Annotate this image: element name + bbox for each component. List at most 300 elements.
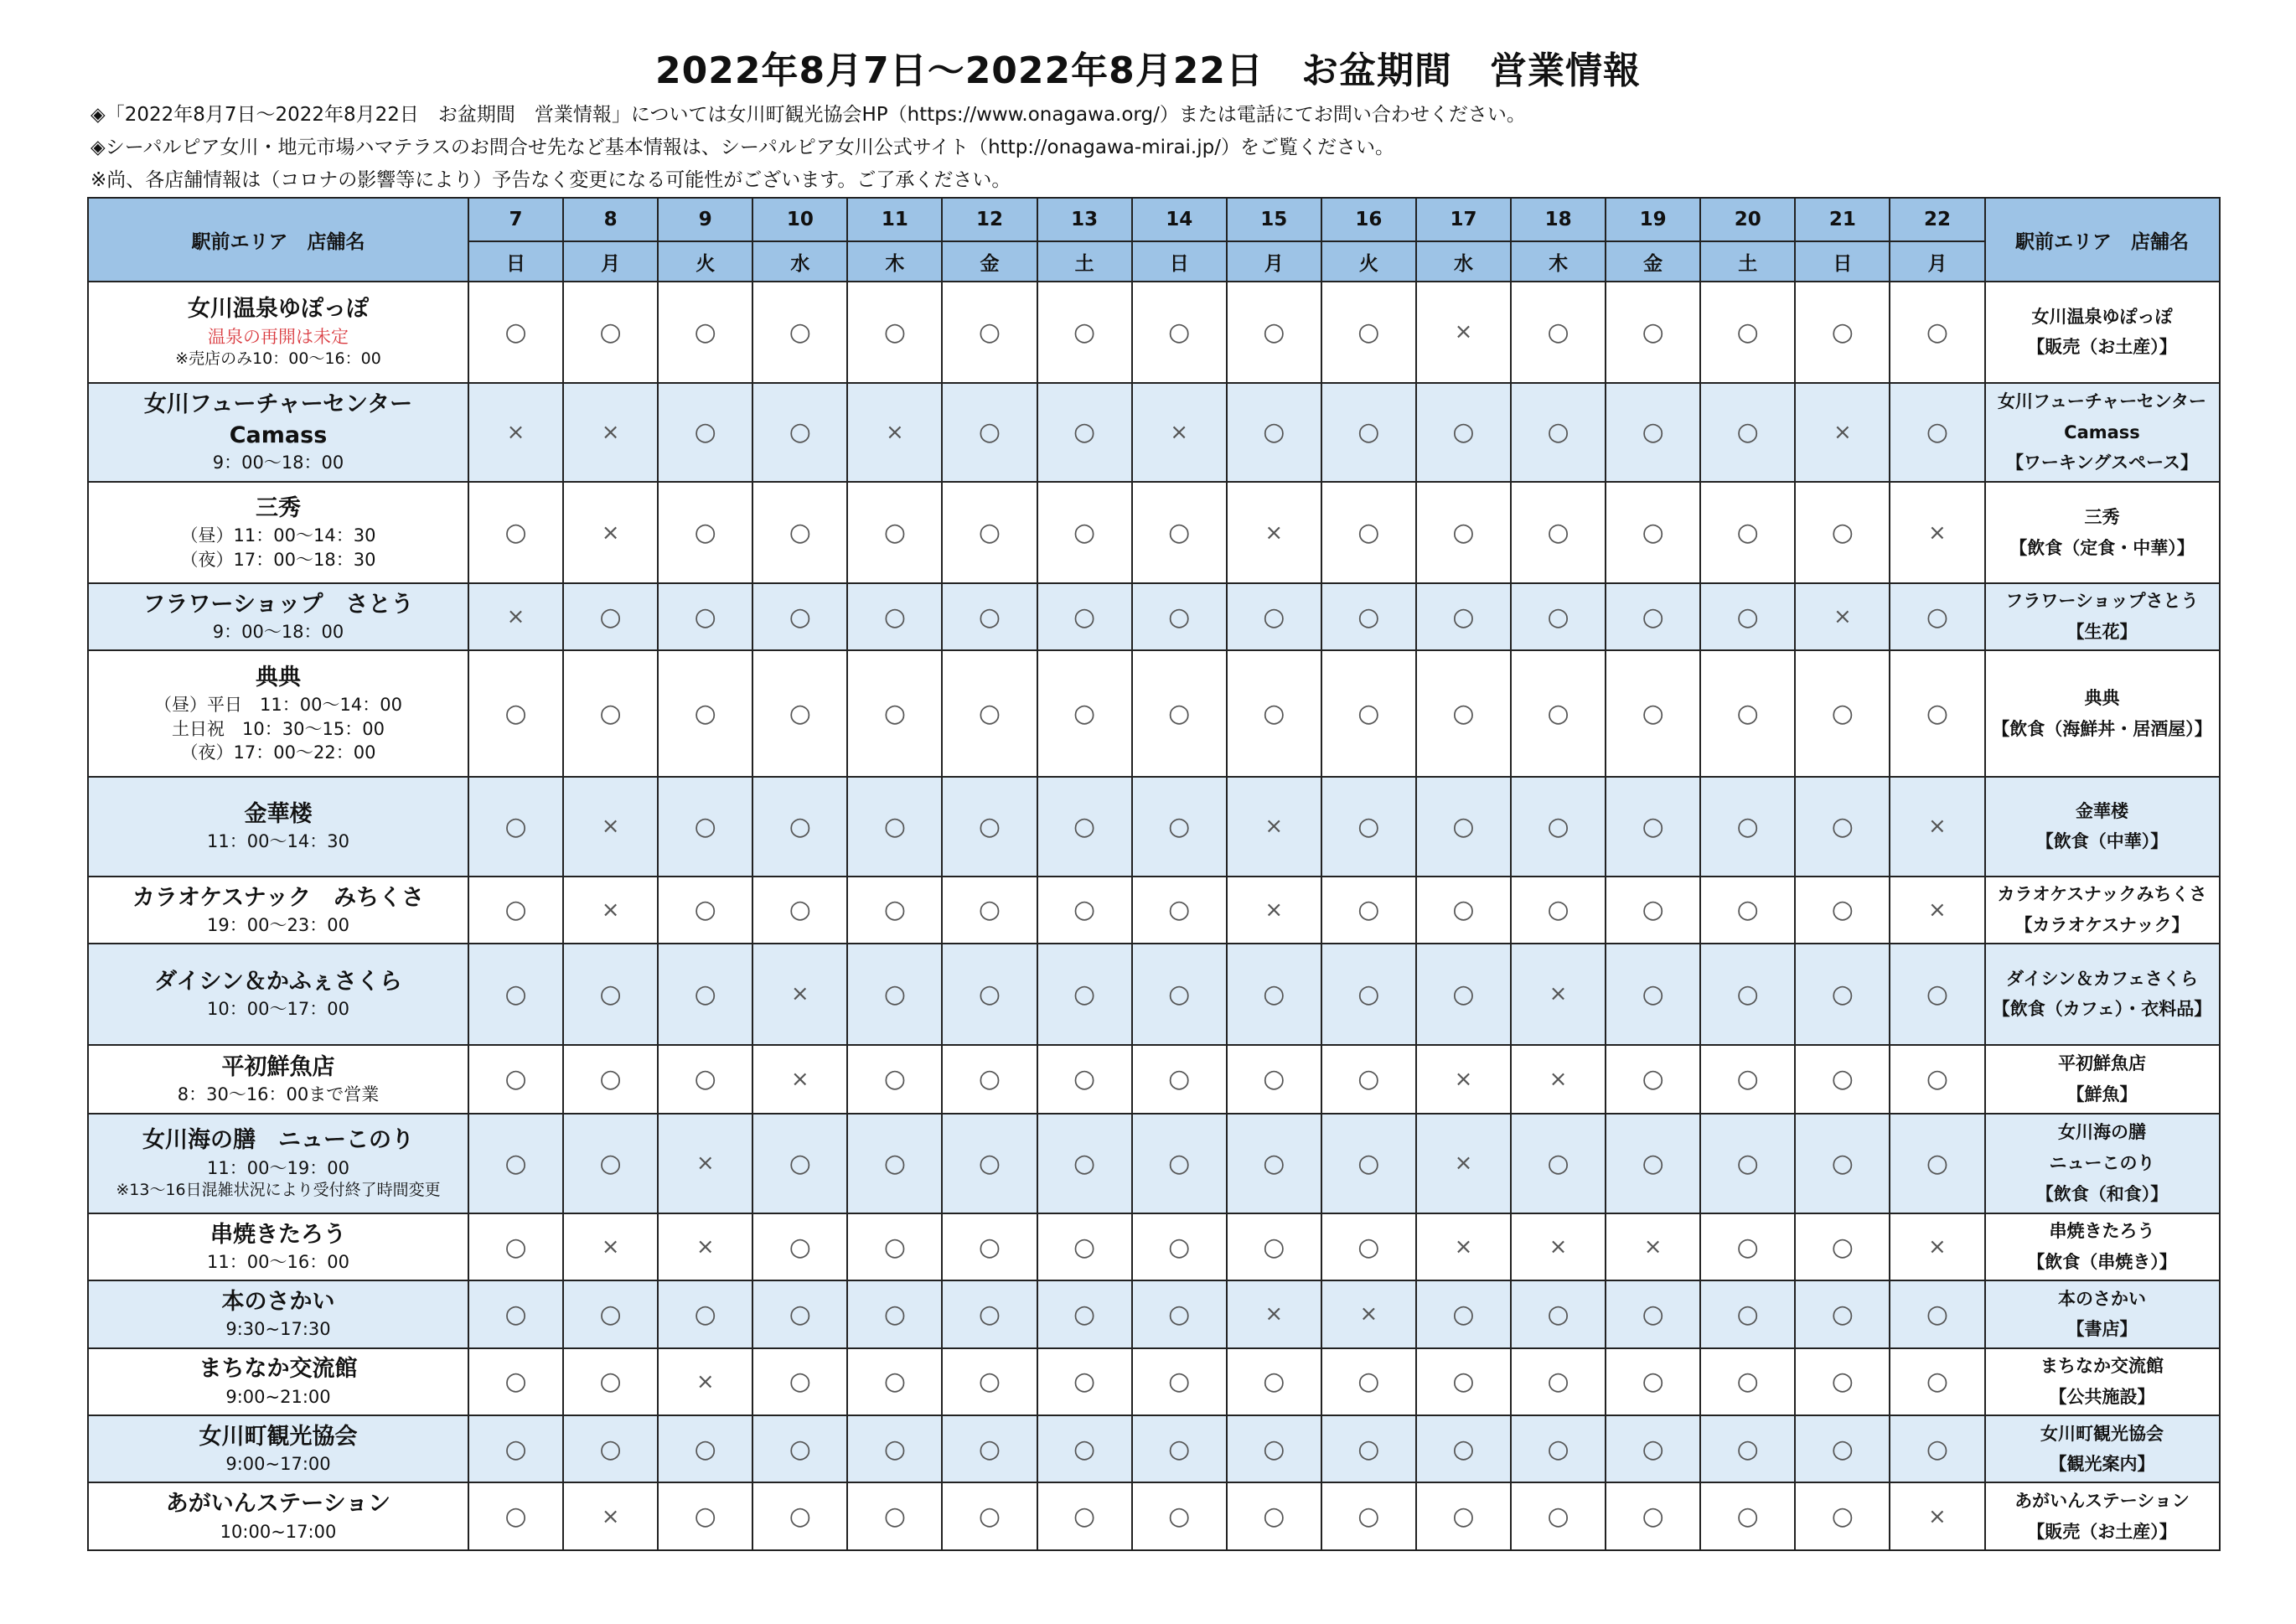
open-mark: ○	[1700, 1415, 1795, 1482]
closed-mark: ×	[1795, 383, 1890, 483]
open-mark: ○	[1511, 383, 1606, 483]
store-info: 土日祝 10：30～15：00	[172, 718, 385, 739]
open-mark: ○	[1321, 1114, 1416, 1213]
open-mark: ○	[1321, 383, 1416, 483]
open-mark: ○	[942, 777, 1037, 877]
store-category-line: 金華楼	[2076, 800, 2128, 821]
closed-mark: ×	[1132, 383, 1227, 483]
table-row	[88, 650, 2220, 777]
closed-mark: ×	[1890, 1213, 1984, 1280]
open-mark: ○	[1132, 482, 1227, 583]
open-mark: ○	[1037, 583, 1132, 650]
store-name: フラワーショップ さとう	[142, 591, 414, 618]
open-mark: ○	[468, 1280, 563, 1347]
open-mark: ○	[1795, 482, 1890, 583]
left-header: 駅前エリア 店舗名	[88, 198, 468, 282]
store-info: 19：00～23：00	[207, 914, 349, 935]
open-mark: ○	[658, 1280, 752, 1347]
table-row	[88, 282, 2220, 383]
weekday-header: 月	[1890, 241, 1984, 282]
open-mark: ○	[942, 383, 1037, 483]
store-info: ※13～16日混雑状況により受付終了時間変更	[116, 1181, 441, 1200]
store-category-line: 【販売（お土産）】	[2027, 1521, 2177, 1542]
closed-mark: ×	[752, 1045, 847, 1114]
store-cell	[88, 282, 468, 383]
weekday-header: 日	[1795, 241, 1890, 282]
open-mark: ○	[1795, 1348, 1890, 1415]
open-mark: ○	[1795, 1415, 1890, 1482]
open-mark: ○	[752, 1280, 847, 1347]
open-mark: ○	[1606, 944, 1700, 1045]
weekday-header: 木	[1511, 241, 1606, 282]
open-mark: ○	[847, 650, 942, 777]
store-category-cell	[1985, 1114, 2220, 1213]
table-row	[88, 1280, 2220, 1347]
open-mark: ○	[1037, 777, 1132, 877]
store-category-line: 【飲食（定食・中華）】	[2009, 537, 2195, 558]
store-name: カラオケスナック みちくさ	[132, 884, 425, 911]
open-mark: ○	[1606, 1482, 1700, 1550]
open-mark: ○	[1890, 1045, 1984, 1114]
closed-mark: ×	[1416, 1045, 1511, 1114]
open-mark: ○	[468, 777, 563, 877]
open-mark: ○	[1132, 877, 1227, 944]
open-mark: ○	[1227, 1415, 1321, 1482]
open-mark: ○	[1416, 1482, 1511, 1550]
store-cell	[88, 583, 468, 650]
weekday-header: 土	[1700, 241, 1795, 282]
open-mark: ○	[1606, 482, 1700, 583]
store-category-line: フラワーショップさとう	[2005, 591, 2199, 612]
open-mark: ○	[1132, 1045, 1227, 1114]
closed-mark: ×	[1890, 877, 1984, 944]
store-name: 串焼きたろう	[210, 1221, 346, 1248]
store-category-line: 【飲食（和食）】	[2035, 1183, 2169, 1204]
day-header: 20	[1700, 198, 1795, 241]
open-mark: ○	[1700, 1213, 1795, 1280]
store-cell	[88, 1482, 468, 1550]
store-name: あがいんステーション	[165, 1491, 391, 1518]
open-mark: ○	[942, 877, 1037, 944]
closed-mark: ×	[563, 383, 658, 483]
open-mark: ○	[752, 650, 847, 777]
store-name: まちなか交流館	[199, 1356, 358, 1383]
store-name: 女川海の膳 ニューこのり	[142, 1127, 414, 1154]
closed-mark: ×	[1416, 1213, 1511, 1280]
open-mark: ○	[752, 282, 847, 383]
open-mark: ○	[1700, 1280, 1795, 1347]
store-category-line: 典典	[2084, 687, 2120, 708]
store-cell	[88, 383, 468, 483]
store-info: （夜）17：00～22：00	[180, 742, 376, 763]
closed-mark: ×	[1227, 482, 1321, 583]
open-mark: ○	[1606, 777, 1700, 877]
day-header: 14	[1132, 198, 1227, 241]
open-mark: ○	[1416, 877, 1511, 944]
open-mark: ○	[1511, 282, 1606, 383]
weekday-header: 日	[468, 241, 563, 282]
open-mark: ○	[1037, 1213, 1132, 1280]
store-info: ※売店のみ10：00～16：00	[175, 349, 381, 368]
open-mark: ○	[1321, 1415, 1416, 1482]
open-mark: ○	[1037, 1415, 1132, 1482]
open-mark: ○	[1321, 282, 1416, 383]
store-cell	[88, 1213, 468, 1280]
open-mark: ○	[942, 1482, 1037, 1550]
store-category-line: 【鮮魚】	[2066, 1084, 2138, 1104]
closed-mark: ×	[1890, 1482, 1984, 1550]
open-mark: ○	[1890, 944, 1984, 1045]
store-cell	[88, 1348, 468, 1415]
open-mark: ○	[658, 583, 752, 650]
open-mark: ○	[942, 1415, 1037, 1482]
store-info: 9:00~17:00	[225, 1454, 331, 1475]
store-category-line: 女川温泉ゆぽっぽ	[2031, 306, 2173, 327]
store-info: 9：00～18：00	[212, 622, 344, 643]
open-mark: ○	[1700, 383, 1795, 483]
open-mark: ○	[468, 1213, 563, 1280]
day-header: 11	[847, 198, 942, 241]
open-mark: ○	[1037, 1045, 1132, 1114]
store-category-cell	[1985, 1482, 2220, 1550]
closed-mark: ×	[658, 1213, 752, 1280]
table-row	[88, 777, 2220, 877]
store-cell	[88, 1415, 468, 1482]
open-mark: ○	[1890, 1415, 1984, 1482]
day-header: 8	[563, 198, 658, 241]
open-mark: ○	[847, 1280, 942, 1347]
open-mark: ○	[1416, 777, 1511, 877]
open-mark: ○	[752, 777, 847, 877]
weekday-header: 月	[563, 241, 658, 282]
weekday-header: 火	[1321, 241, 1416, 282]
store-cell	[88, 877, 468, 944]
open-mark: ○	[1321, 877, 1416, 944]
closed-mark: ×	[563, 877, 658, 944]
table-row	[88, 1482, 2220, 1550]
open-mark: ○	[1416, 583, 1511, 650]
store-category-line: Camass	[2064, 422, 2140, 442]
open-mark: ○	[1511, 1114, 1606, 1213]
open-mark: ○	[1321, 482, 1416, 583]
store-category-line: 本のさかい	[2058, 1288, 2146, 1309]
open-mark: ○	[563, 1280, 658, 1347]
closed-mark: ×	[563, 482, 658, 583]
store-category-cell	[1985, 944, 2220, 1045]
open-mark: ○	[1700, 1045, 1795, 1114]
open-mark: ○	[1700, 282, 1795, 383]
store-info: 9:00~21:00	[225, 1386, 331, 1407]
open-mark: ○	[658, 777, 752, 877]
store-info: 9：00～18：00	[212, 453, 344, 473]
store-category-line: 【観光案内】	[2049, 1454, 2155, 1475]
open-mark: ○	[847, 1482, 942, 1550]
open-mark: ○	[1227, 1114, 1321, 1213]
store-category-cell	[1985, 777, 2220, 877]
page-title: 2022年8月7日～2022年8月22日 お盆期間 営業情報	[655, 49, 1641, 92]
day-header: 13	[1037, 198, 1132, 241]
open-mark: ○	[563, 583, 658, 650]
open-mark: ○	[847, 1415, 942, 1482]
open-mark: ○	[942, 1045, 1037, 1114]
weekday-header: 土	[1037, 241, 1132, 282]
closed-mark: ×	[658, 1348, 752, 1415]
open-mark: ○	[1416, 944, 1511, 1045]
open-mark: ○	[1795, 1045, 1890, 1114]
open-mark: ○	[468, 877, 563, 944]
store-category-line: 【飲食（海鮮丼・居酒屋）】	[1992, 718, 2212, 739]
open-mark: ○	[1321, 1213, 1416, 1280]
open-mark: ○	[1416, 1348, 1511, 1415]
open-mark: ○	[847, 1114, 942, 1213]
store-category-cell	[1985, 1213, 2220, 1280]
open-mark: ○	[942, 1114, 1037, 1213]
open-mark: ○	[942, 944, 1037, 1045]
open-mark: ○	[1700, 583, 1795, 650]
open-mark: ○	[468, 282, 563, 383]
open-mark: ○	[1795, 877, 1890, 944]
open-mark: ○	[1037, 650, 1132, 777]
open-mark: ○	[1700, 777, 1795, 877]
store-category-line: ダイシン＆カフェさくら	[2005, 968, 2198, 989]
schedule-table	[87, 197, 2221, 1551]
open-mark: ○	[1511, 650, 1606, 777]
store-category-line: 女川フューチャーセンター	[1997, 390, 2207, 411]
store-category-line: あがいんステーション	[2014, 1490, 2190, 1511]
closed-mark: ×	[1795, 583, 1890, 650]
closed-mark: ×	[1416, 1114, 1511, 1213]
store-category-line: 【書店】	[2066, 1319, 2138, 1340]
open-mark: ○	[1606, 877, 1700, 944]
store-category-cell	[1985, 1348, 2220, 1415]
open-mark: ○	[847, 282, 942, 383]
store-name: ダイシン＆かふぇさくら	[154, 969, 402, 996]
open-mark: ○	[1700, 482, 1795, 583]
open-mark: ○	[1511, 482, 1606, 583]
store-cell	[88, 777, 468, 877]
open-mark: ○	[1037, 282, 1132, 383]
open-mark: ○	[1321, 1348, 1416, 1415]
store-name: 女川町観光協会	[199, 1423, 358, 1450]
open-mark: ○	[1416, 1415, 1511, 1482]
weekday-header: 水	[1416, 241, 1511, 282]
store-info: 11：00～19：00	[207, 1157, 349, 1178]
store-category-line: カラオケスナックみちくさ	[1997, 884, 2207, 905]
open-mark: ○	[1700, 650, 1795, 777]
store-category-line: 【飲食（中華）】	[2035, 831, 2169, 852]
store-category-cell	[1985, 650, 2220, 777]
closed-mark: ×	[468, 583, 563, 650]
open-mark: ○	[1227, 383, 1321, 483]
store-info: 10：00～17：00	[207, 999, 349, 1020]
open-mark: ○	[1037, 1348, 1132, 1415]
open-mark: ○	[1227, 1213, 1321, 1280]
open-mark: ○	[1606, 1280, 1700, 1347]
open-mark: ○	[1321, 944, 1416, 1045]
open-mark: ○	[1037, 944, 1132, 1045]
store-name: 三秀	[256, 495, 301, 521]
day-header: 19	[1606, 198, 1700, 241]
closed-mark: ×	[1227, 777, 1321, 877]
open-mark: ○	[658, 877, 752, 944]
store-category-line: 女川海の膳	[2058, 1122, 2146, 1143]
store-name: 典典	[256, 664, 301, 690]
day-header: 17	[1416, 198, 1511, 241]
day-header: 22	[1890, 198, 1984, 241]
open-mark: ○	[1227, 1045, 1321, 1114]
open-mark: ○	[1890, 1114, 1984, 1213]
open-mark: ○	[1132, 282, 1227, 383]
closed-mark: ×	[1227, 1280, 1321, 1347]
open-mark: ○	[847, 583, 942, 650]
day-header: 9	[658, 198, 752, 241]
open-mark: ○	[1227, 282, 1321, 383]
open-mark: ○	[942, 1213, 1037, 1280]
open-mark: ○	[1132, 583, 1227, 650]
table-row	[88, 1114, 2220, 1213]
open-mark: ○	[658, 282, 752, 383]
closed-mark: ×	[1227, 877, 1321, 944]
store-info: （昼）11：00～14：30	[180, 525, 376, 546]
open-mark: ○	[1795, 282, 1890, 383]
closed-mark: ×	[1606, 1213, 1700, 1280]
open-mark: ○	[1606, 383, 1700, 483]
open-mark: ○	[563, 1415, 658, 1482]
open-mark: ○	[1890, 583, 1984, 650]
open-mark: ○	[1037, 1482, 1132, 1550]
open-mark: ○	[1511, 1348, 1606, 1415]
open-mark: ○	[1132, 1348, 1227, 1415]
open-mark: ○	[1700, 1348, 1795, 1415]
closed-mark: ×	[1511, 944, 1606, 1045]
closed-mark: ×	[1890, 777, 1984, 877]
open-mark: ○	[468, 1045, 563, 1114]
open-mark: ○	[1890, 383, 1984, 483]
closed-mark: ×	[658, 1114, 752, 1213]
open-mark: ○	[658, 944, 752, 1045]
open-mark: ○	[563, 1114, 658, 1213]
open-mark: ○	[563, 282, 658, 383]
open-mark: ○	[1890, 1348, 1984, 1415]
store-info: （昼）平日 11：00～14：00	[154, 695, 402, 716]
store-category-line: 【ワーキングスペース】	[2005, 453, 2199, 473]
table-row	[88, 877, 2220, 944]
open-mark: ○	[942, 583, 1037, 650]
store-cell	[88, 650, 468, 777]
table-row	[88, 1213, 2220, 1280]
store-category-line: 【生花】	[2066, 622, 2138, 643]
open-mark: ○	[1321, 1045, 1416, 1114]
table-row	[88, 1348, 2220, 1415]
store-info: 温泉の再開は未定	[208, 326, 349, 347]
open-mark: ○	[847, 1348, 942, 1415]
closed-mark: ×	[1511, 1213, 1606, 1280]
open-mark: ○	[658, 383, 752, 483]
store-category-line: 【販売（お土産）】	[2027, 337, 2177, 358]
open-mark: ○	[942, 650, 1037, 777]
open-mark: ○	[563, 650, 658, 777]
open-mark: ○	[1416, 1280, 1511, 1347]
store-cell	[88, 1045, 468, 1114]
open-mark: ○	[1321, 650, 1416, 777]
store-info: 11：00～14：30	[207, 831, 349, 852]
open-mark: ○	[942, 1280, 1037, 1347]
store-cell	[88, 944, 468, 1045]
store-info: 11：00～16：00	[207, 1252, 349, 1273]
open-mark: ○	[752, 1114, 847, 1213]
open-mark: ○	[1132, 1280, 1227, 1347]
store-category-cell	[1985, 1280, 2220, 1347]
table-row	[88, 482, 2220, 583]
open-mark: ○	[1606, 650, 1700, 777]
open-mark: ○	[942, 1348, 1037, 1415]
open-mark: ○	[847, 777, 942, 877]
store-info: 10:00~17:00	[220, 1521, 337, 1542]
open-mark: ○	[1511, 777, 1606, 877]
day-header: 18	[1511, 198, 1606, 241]
open-mark: ○	[1132, 777, 1227, 877]
day-header: 16	[1321, 198, 1416, 241]
open-mark: ○	[1795, 650, 1890, 777]
day-header: 12	[942, 198, 1037, 241]
day-header: 10	[752, 198, 847, 241]
open-mark: ○	[1132, 944, 1227, 1045]
store-cell	[88, 482, 468, 583]
table-row	[88, 583, 2220, 650]
open-mark: ○	[1416, 650, 1511, 777]
store-category-cell	[1985, 482, 2220, 583]
open-mark: ○	[1132, 1415, 1227, 1482]
open-mark: ○	[1227, 1348, 1321, 1415]
open-mark: ○	[1416, 482, 1511, 583]
table-row	[88, 944, 2220, 1045]
store-category-cell	[1985, 1045, 2220, 1114]
open-mark: ○	[1700, 1114, 1795, 1213]
open-mark: ○	[752, 877, 847, 944]
open-mark: ○	[847, 1213, 942, 1280]
store-category-line: ニューこのり	[2049, 1153, 2155, 1174]
open-mark: ○	[1511, 1415, 1606, 1482]
open-mark: ○	[1606, 1114, 1700, 1213]
store-category-line: 串焼きたろう	[2049, 1221, 2155, 1242]
store-info: （夜）17：00～18：30	[180, 549, 376, 570]
closed-mark: ×	[563, 777, 658, 877]
open-mark: ○	[563, 944, 658, 1045]
open-mark: ○	[1132, 650, 1227, 777]
open-mark: ○	[847, 877, 942, 944]
table-row	[88, 1045, 2220, 1114]
open-mark: ○	[1511, 877, 1606, 944]
open-mark: ○	[658, 1045, 752, 1114]
open-mark: ○	[752, 1348, 847, 1415]
closed-mark: ×	[1416, 282, 1511, 383]
open-mark: ○	[1795, 777, 1890, 877]
weekday-header: 月	[1227, 241, 1321, 282]
open-mark: ○	[563, 1348, 658, 1415]
day-header: 15	[1227, 198, 1321, 241]
closed-mark: ×	[563, 1482, 658, 1550]
weekday-header: 木	[847, 241, 942, 282]
open-mark: ○	[468, 1114, 563, 1213]
open-mark: ○	[658, 1482, 752, 1550]
open-mark: ○	[468, 1348, 563, 1415]
store-name: 本のさかい	[221, 1289, 335, 1316]
open-mark: ○	[1511, 1280, 1606, 1347]
closed-mark: ×	[1511, 1045, 1606, 1114]
closed-mark: ×	[847, 383, 942, 483]
open-mark: ○	[1132, 1213, 1227, 1280]
open-mark: ○	[1037, 1280, 1132, 1347]
